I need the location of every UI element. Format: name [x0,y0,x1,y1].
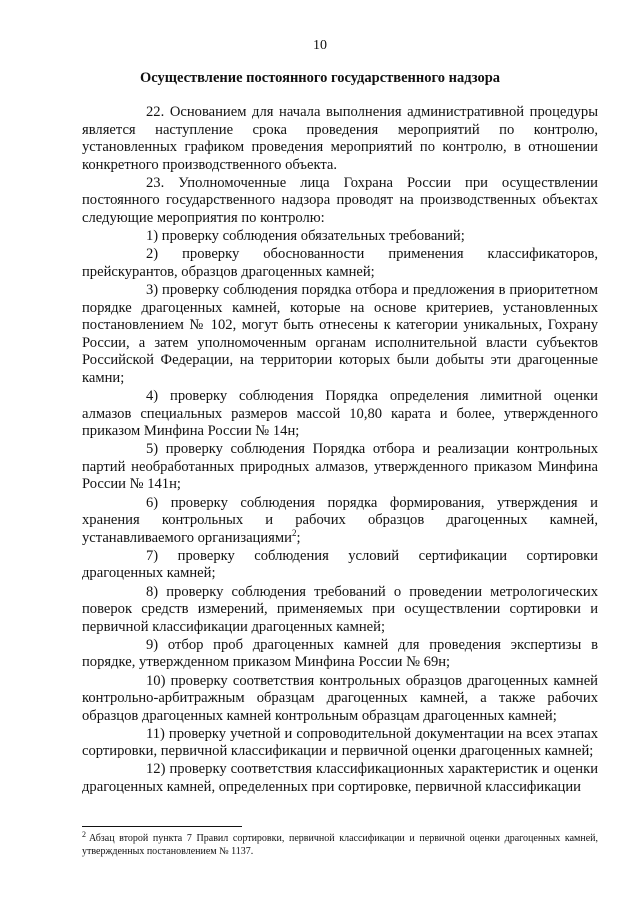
list-item-9: 9) отбор проб драгоценных камней для проведения экспертизы в порядке, утвержденном приказом Минфина России № 69н; [82,636,598,671]
list-item-2: 2) проверку обоснованности применения классификаторов, прейскурантов, образцов драгоценных камней; [82,246,598,280]
list-item-1: 1) проверку соблюдения обязательных требований; [146,228,465,245]
footnote-mark: 2 [82,829,86,839]
footnote-text: Абзац второй пункта 7 Правил сортировки, первичной классификации и первичной оценки драгоценных камней, утвержденных постановлением № 1137. [82,833,598,857]
list-item-4: 4) проверку соблюдения Порядка определения лимитной оценки алмазов специальных размеров массой 10,80 карата и более, утвержденного приказом Минфина России № 14н; [82,388,598,440]
footnote [82,829,598,858]
paragraph-23: 23. Уполномоченные лица Гохрана России при осуществлении постоянного государственного надзора проводят на производственных объектах следующие мероприятия по контролю: [82,174,598,227]
list-item-10: 10) проверку соответствия контрольных образцов драгоценных камней контрольно-арбитражным образцам драгоценных камней, а также рабочих образцов драгоценных камней контрольным образцам драгоценных камней; [82,672,598,724]
document-body [82,104,598,797]
section-heading: Осуществление постоянного государственного надзора [139,70,501,86]
page-number: 10 [313,38,327,53]
list-item-7: 7) проверку соблюдения условий сертификации сортировки драгоценных камней; [82,547,598,582]
footnote-reference[interactable]: 2 [291,527,297,538]
list-item-8: 8) проверку соблюдения требований о проведении метрологических поверок средств измерений, применяемых при осуществлении сортировки и первичной классификации драгоценных камней; [82,583,598,635]
list-item-11: 11) проверку учетной и сопроводительной документации на всех этапах сортировки, первичной классификации и первичной оценки драгоценных камней; [82,725,598,760]
list-item-6-text: 6) проверку соблюдения порядка формирования, утверждения и хранения контрольных и рабочих образцов драгоценных камней, устанавливаемого организациями [82,494,598,546]
list-item-3: 3) проверку соблюдения порядка отбора и предложения в приоритетном порядке драгоценных камней, которые на основе критериев, установленных постановлением № 102, могут быть отнесены к категории уникальных, Гохрану России, а затем уполномоченным органам исполнительной власти субъектов Российской Федерации, на территории которых были добыты эти драгоценные камни; [82,281,598,386]
list-item-6 [82,495,598,548]
list-item-5: 5) проверку соблюдения Порядка отбора и реализации контрольных партий необработанных природных алмазов, утвержденного приказом Минфина России № 141н; [82,441,598,493]
list-item-12: 12) проверку соответствия классификационных характеристик и оценки драгоценных камней, определенных при сортировке, первичной классификации [82,761,598,796]
paragraph-22: 22. Основанием для начала выполнения административной процедуры является наступление срока проведения мероприятий по контролю, установленных графиком проведения мероприятий по контролю, в отношении конкретного производственного объекта. [82,104,598,173]
list-item-6-suffix: ; [296,529,301,546]
footnote-divider [82,826,242,827]
